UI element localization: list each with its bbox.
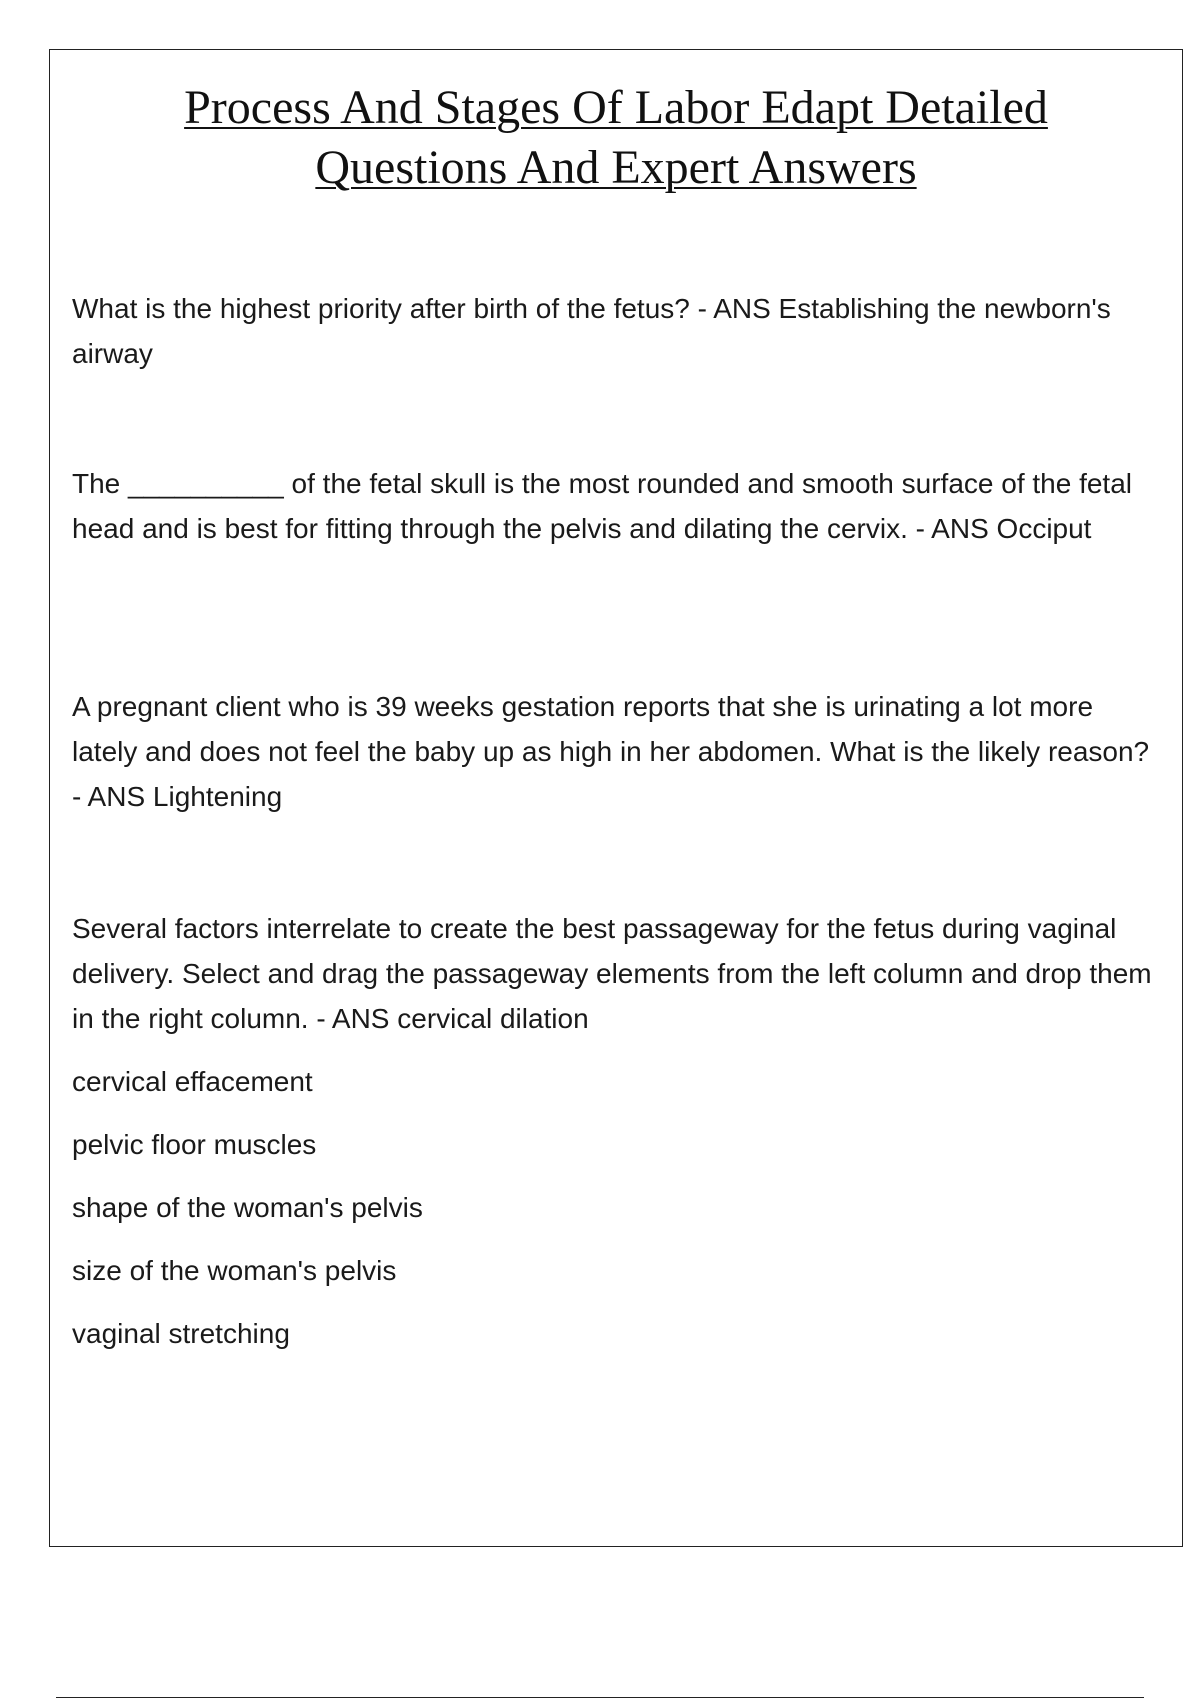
answer-line: cervical effacement <box>72 1066 313 1097</box>
page-frame <box>49 49 1183 1547</box>
answer-line: vaginal stretching <box>72 1318 290 1349</box>
qa-item <box>72 906 1160 1356</box>
document-title: Process And Stages Of Labor Edapt Detailed Questions And Expert Answers <box>184 81 1048 194</box>
qa-text: A pregnant client who is 39 weeks gestation reports that she is urinating a lot more lately and does not feel the baby up as high in her abdomen. What is the likely reason? - ANS Lightening <box>72 691 1150 812</box>
qa-item <box>72 684 1160 819</box>
qa-text: The __________ of the fetal skull is the most rounded and smooth surface of the fetal head and is best for fitting through the pelvis and dilating the cervix. - ANS Occiput <box>72 468 1133 544</box>
answer-line: size of the woman's pelvis <box>72 1255 397 1286</box>
qa-text: Several factors interrelate to create the best passageway for the fetus during vaginal delivery. Select and drag the passageway elements from the left column and drop them in the right column. - ANS cervical dilation <box>72 913 1152 1034</box>
answer-line: pelvic floor muscles <box>72 1129 317 1160</box>
qa-item <box>72 286 1160 376</box>
qa-text: What is the highest priority after birth of the fetus? - ANS Establishing the newborn's airway <box>72 293 1111 369</box>
qa-item <box>72 461 1160 551</box>
bottom-rule <box>56 1697 1144 1698</box>
answer-line: shape of the woman's pelvis <box>72 1192 423 1223</box>
